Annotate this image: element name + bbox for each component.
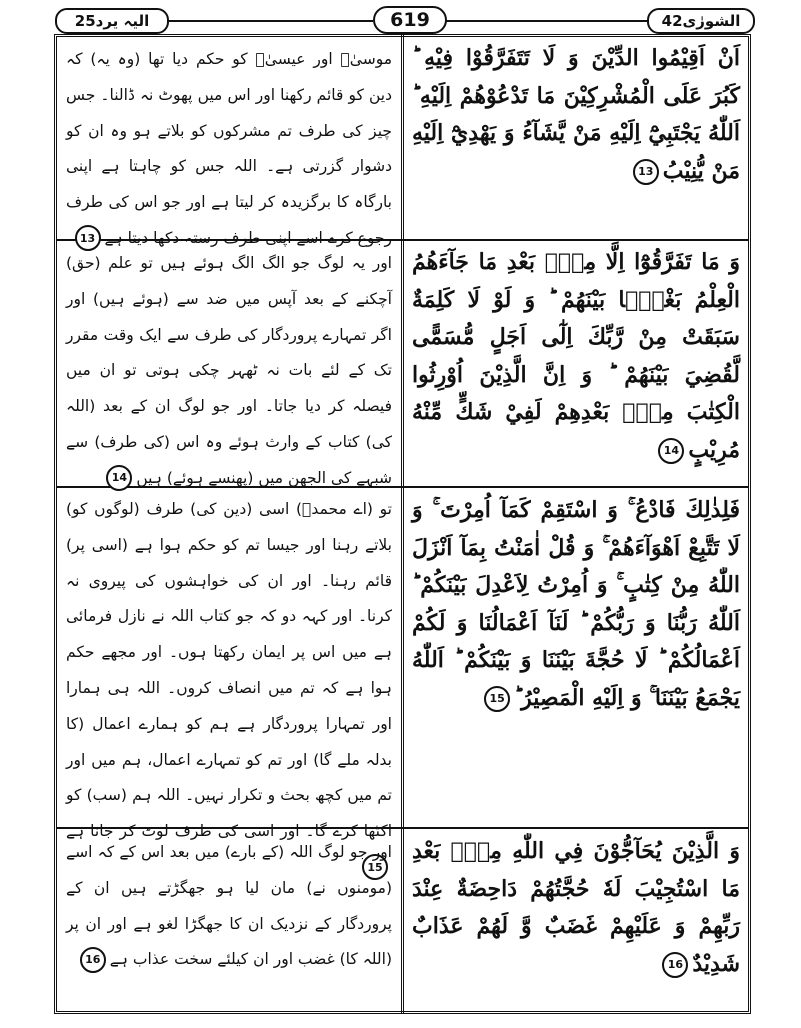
urdu-translation-13	[66, 42, 392, 247]
ayah-number-marker: 14	[106, 465, 132, 491]
ayah-number-marker: 13	[633, 159, 659, 185]
urdu-text: موسیٰؑ اور عیسیٰؑ کو حکم دیا تھا (وہ یہ) کہ دین کو قائم رکھنا اور اس میں پھوٹ نہ ڈالنا۔ جس چیز کی طرف تم مشرکوں کو بلاتے ہو وہ ان کو دشوار گزرتی ہے۔ اللہ جس کو چاہتا ہے اپنی بارگاہ کا برگزیدہ کر لیتا ہے اور جو اس کی طرف رجوع کرے اسے اپنی طرف رستہ دکھا دیتا ہے	[66, 50, 392, 247]
urdu-text: اور یہ لوگ جو الگ الگ ہوئے ہیں تو علم (حق) آچکنے کے بعد آپس میں ضد سے (ہوئے ہیں) اور اگر تمہارے پروردگار کی طرف سے ایک وقت مقرر تک کے لئے بات نہ ٹھہر چکی ہوتی تو ان میں فیصلہ کر دیا جاتا۔ اور جو لوگ ان کے بعد (اللہ کی) کتاب کے وارث ہوئے وہ اس (کی طرف) سے شبہے کی الجھن میں (پھنسے ہوئے) ہیں	[66, 254, 392, 487]
arabic-text: اَنْ اَقِيْمُوا الدِّيْنَ وَ لَا تَتَفَرَّقُوْا فِيْهِ ؕ كَبُرَ عَلَى الْمُشْرِكِيْنَ مَا تَدْعُوْهُمْ اِلَيْهِ ؕ اَللّٰهُ يَجْتَبِيْٓ اِلَيْهِ مَنْ يَّشَآءُ وَ يَهْدِيْٓ اِلَيْهِ مَنْ يُّنِيْبُ	[412, 45, 740, 184]
ayah-number-marker: 14	[658, 438, 684, 464]
arabic-text: فَلِذٰلِكَ فَادْعُ ۚ وَ اسْتَقِمْ كَمَآ اُمِرْتَ ۚ وَ لَا تَتَّبِعْ اَهْوَآءَهُمْ ۚ وَ قُلْ اٰمَنْتُ بِمَآ اَنْزَلَ اللّٰهُ مِنْ كِتٰبٍ ۚ وَ اُمِرْتُ لِاَعْدِلَ بَيْنَكُمْ ؕ اَللّٰهُ رَبُّنَا وَ رَبُّكُمْ ؕ لَنَآ اَعْمَالُنَا وَ لَكُمْ اَعْمَالُكُمْ ؕ لَا حُجَّةَ بَيْنَنَا وَ بَيْنَكُمْ ؕ اَللّٰهُ يَجْمَعُ بَيْنَنَا ۚ وَ اِلَيْهِ الْمَصِيْرُ ؕ	[412, 497, 740, 711]
arabic-text: وَ الَّذِيْنَ يُحَآجُّوْنَ فِي اللّٰهِ مِنْۢ بَعْدِ مَا اسْتُجِيْبَ لَهٗ حُجَّتُهُمْ دَاحِضَةٌ عِنْدَ رَبِّهِمْ وَ عَلَيْهِمْ غَضَبٌ وَّ لَهُمْ عَذَابٌ شَدِيْدٌ	[412, 838, 740, 977]
para-name: الیہ یرد25	[55, 8, 169, 34]
arabic-verse-13	[412, 40, 740, 232]
page-header	[55, 6, 755, 32]
urdu-translation-16	[66, 835, 392, 1005]
urdu-text: تو (اے محمدؐ) اسی (دین کی) طرف (لوگوں کو) بلاتے رہنا اور جیسا تم کو حکم ہوا ہے (اسی پر) قائم رہنا۔ اور ان کی خواہشوں کی پیروی نہ کرنا۔ اور کہہ دو کہ جو کتاب اللہ نے نازل فرمائی ہے میں اس پر ایمان رکھتا ہوں۔ اور مجھے حکم ہوا ہے کہ تم میں انصاف کروں۔ اللہ ہی ہمارا اور تمہارا پروردگار ہے ہم کو ہمارے اعمال (کا بدلہ ملے گا) اور تم کو تمہارے اعمال، ہم میں اور تم میں کچھ بحث و تکرار نہیں۔ اللہ ہم (سب) کو اکٹھا کرے گا۔ اور اسی کی طرف لوٹ کر جانا ہے	[66, 500, 392, 841]
arabic-verse-14	[412, 244, 740, 480]
ayah-number-marker: 16	[662, 952, 688, 978]
urdu-translation-15	[66, 492, 392, 874]
arabic-verse-15	[412, 492, 740, 822]
arabic-text: وَ مَا تَفَرَّقُوْٓا اِلَّا مِنْۢ بَعْدِ مَا جَآءَهُمُ الْعِلْمُ بَغْيًۢا بَيْنَهُمْ ؕ وَ لَوْ لَا كَلِمَةٌ سَبَقَتْ مِنْ رَّبِّكَ اِلٰٓى اَجَلٍ مُّسَمًّى لَّقُضِيَ بَيْنَهُمْ ؕ وَ اِنَّ الَّذِيْنَ اُوْرِثُوا الْكِتٰبَ مِنْۢ بَعْدِهِمْ لَفِيْ شَكٍّ مِّنْهُ مُرِيْبٍ	[412, 249, 740, 463]
ayah-number-marker: 16	[80, 947, 106, 973]
header-rule-left	[165, 20, 373, 22]
header-rule-right	[443, 20, 651, 22]
ayah-number-marker: 13	[75, 225, 101, 251]
column-divider	[401, 34, 404, 1014]
ayah-number-marker: 15	[362, 854, 388, 880]
arabic-verse-16	[412, 833, 740, 1003]
page-number: 619	[373, 6, 447, 34]
surah-name: الشورٰی42	[647, 8, 755, 34]
ayah-number-marker: 15	[484, 686, 510, 712]
urdu-translation-14	[66, 246, 392, 487]
urdu-text: اور جو لوگ اللہ (کے بارے) میں بعد اس کے کہ اسے (مومنوں نے) مان لیا ہو جھگڑتے ہیں ان کے پروردگار کے نزدیک ان کا جھگڑا لغو ہے اور ان پر (اللہ کا) غضب اور ان کیلئے سخت عذاب ہے	[66, 843, 392, 969]
